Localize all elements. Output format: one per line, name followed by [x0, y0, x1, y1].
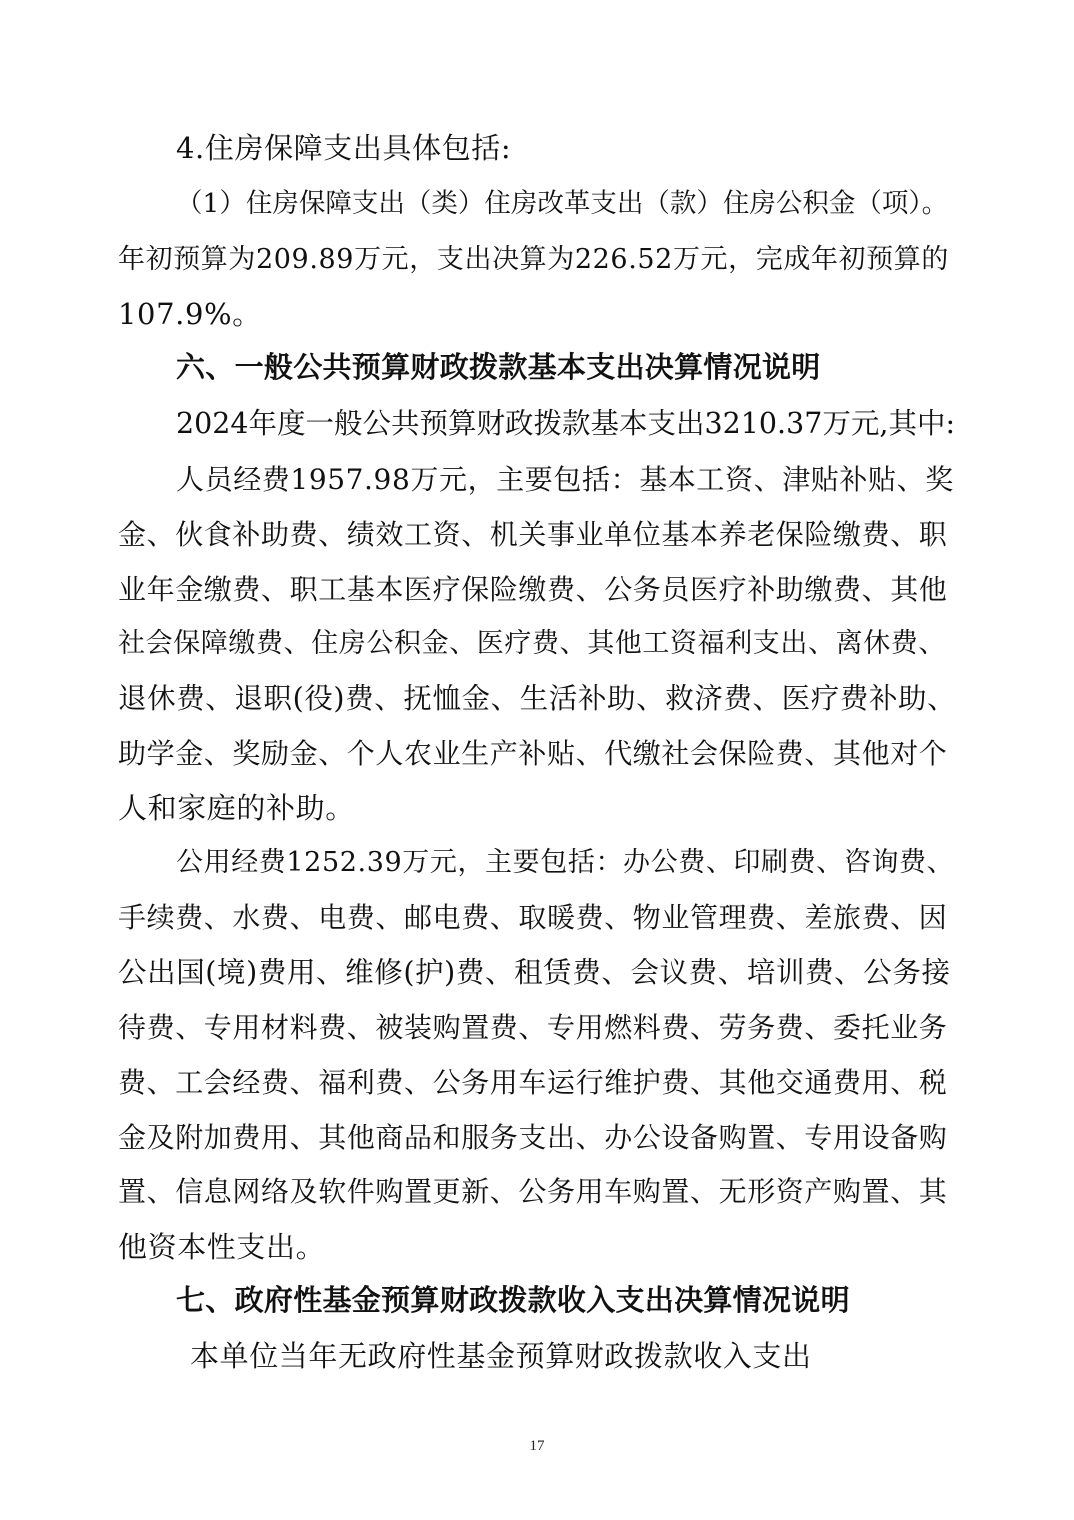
paragraph-public-expenses-line: 金及附加费用、其他商品和服务支出、办公设备购置、专用设备购	[118, 1121, 948, 1154]
paragraph-personnel-expenses-line: 社会保障缴费、住房公积金、医疗费、其他工资福利支出、离休费、	[118, 628, 946, 659]
paragraph-housing-item-title: 4.住房保障支出具体包括:	[176, 131, 512, 165]
paragraph-personnel-expenses-line: 业年金缴费、职工基本医疗保险缴费、公务员医疗补助缴费、其他	[118, 573, 948, 606]
paragraph-housing-detail-line: 107.9%。	[118, 297, 262, 331]
paragraph-personnel-expenses-line: 金、伙食补助费、绩效工资、机关事业单位基本养老保险缴费、职	[118, 518, 948, 551]
paragraph-government-fund: 本单位当年无政府性基金预算财政拨款收入支出	[190, 1339, 812, 1373]
paragraph-public-expenses: 公用经费1252.39万元，主要包括：办公费、印刷费、咨询费、	[176, 847, 955, 878]
section-heading-seven: 七、政府性基金预算财政拨款收入支出决算情况说明	[176, 1283, 850, 1317]
paragraph-public-expenses-line: 置、信息网络及软件购置更新、公务用车购置、无形资产购置、其	[118, 1175, 948, 1208]
paragraph-public-expenses-line: 待费、专用材料费、被装购置费、专用燃料费、劳务费、委托业务	[118, 1011, 948, 1044]
paragraph-basic-expenditure-total: 2024年度一般公共预算财政拨款基本支出3210.37万元,其中:	[176, 407, 956, 440]
paragraph-personnel-expenses-line: 人和家庭的补助。	[118, 791, 355, 825]
paragraph-personnel-expenses-line: 助学金、奖励金、个人农业生产补贴、代缴社会保险费、其他对个	[118, 737, 948, 770]
paragraph-personnel-expenses-line: 退休费、退职(役)费、抚恤金、生活补助、救济费、医疗费补助、	[118, 682, 956, 715]
paragraph-housing-detail-line: （1）住房保障支出（类）住房改革支出（款）住房公积金（项）。	[176, 188, 949, 219]
paragraph-public-expenses-line: 费、工会经费、福利费、公务用车运行维护费、其他交通费用、税	[118, 1066, 948, 1099]
paragraph-housing-detail-line: 年初预算为209.89万元，支出决算为226.52万元，完成年初预算的	[118, 244, 949, 275]
paragraph-public-expenses-line: 公出国(境)费用、维修(护)费、租赁费、会议费、培训费、公务接	[118, 956, 951, 989]
paragraph-personnel-expenses: 人员经费1957.98万元，主要包括：基本工资、津贴补贴、奖	[176, 463, 954, 496]
paragraph-public-expenses-line: 他资本性支出。	[118, 1230, 326, 1264]
paragraph-public-expenses-line: 手续费、水费、电费、邮电费、取暖费、物业管理费、差旅费、因	[118, 901, 948, 934]
page-number: 17	[529, 1438, 545, 1454]
section-heading-six: 六、一般公共预算财政拨款基本支出决算情况说明	[176, 350, 821, 384]
